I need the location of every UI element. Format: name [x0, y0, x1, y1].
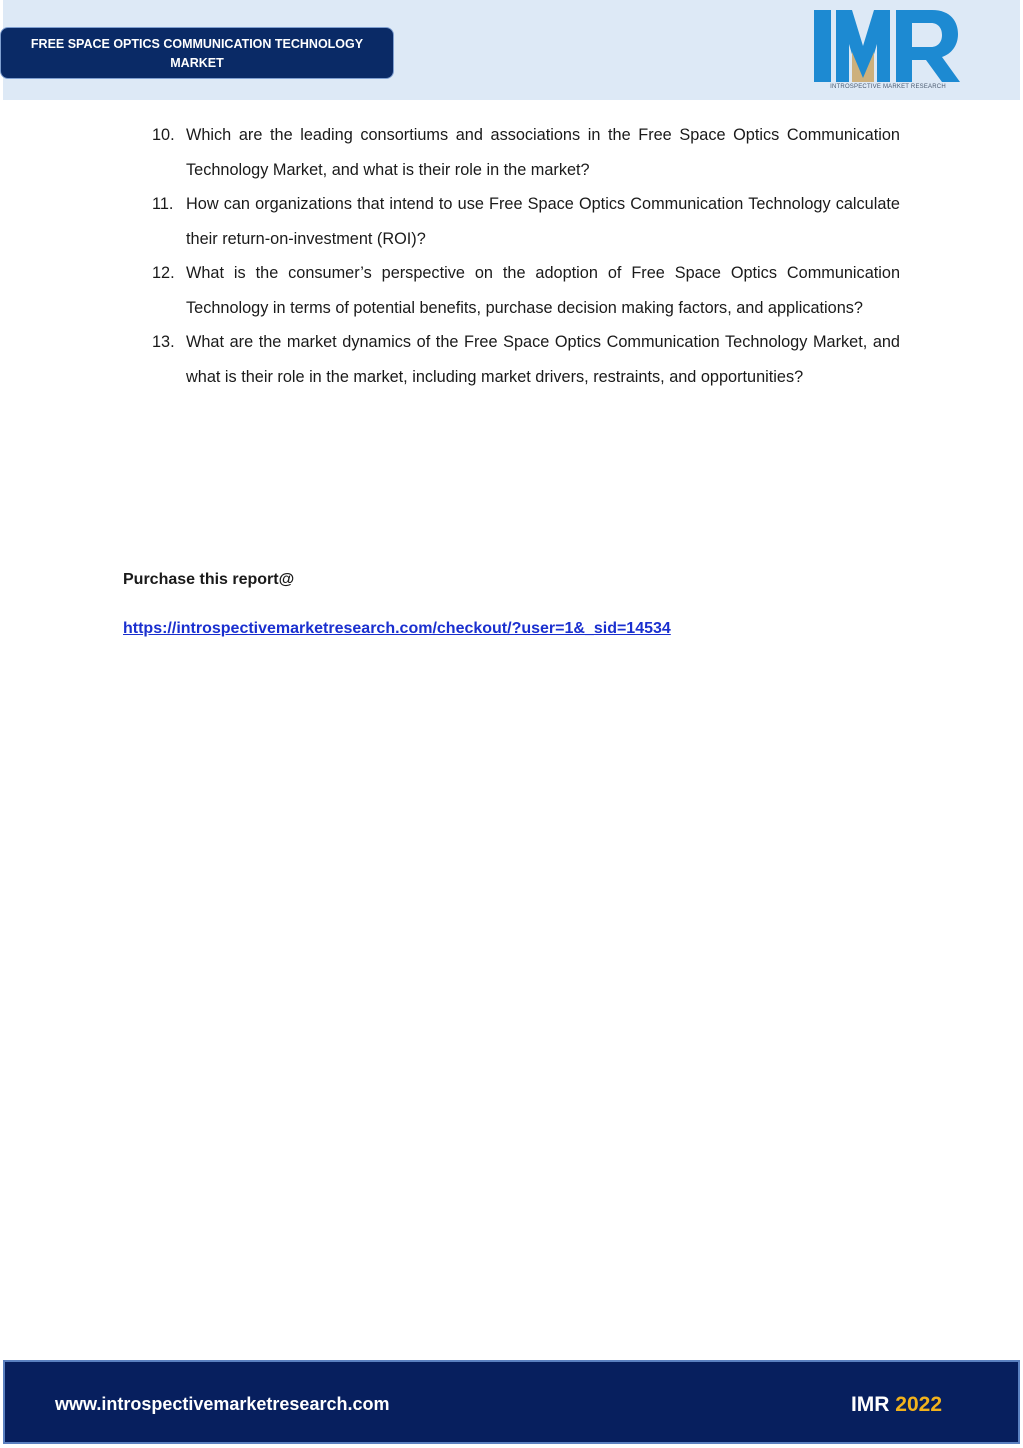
imr-logo [814, 8, 962, 96]
question-number: 11. [152, 195, 174, 213]
question-text: What are the market dynamics of the Free Space Optics Communication Technology Market, and what is their role in the market, including market drivers, restraints, and opportunities? [186, 333, 900, 386]
question-number: 13. [152, 333, 175, 351]
question-number: 10. [152, 126, 175, 144]
report-title-line1: FREE SPACE OPTICS COMMUNICATION TECHNOLOGY [30, 37, 364, 51]
logo-caption: INTROSPECTIVE MARKET RESEARCH [830, 84, 946, 90]
list-item [152, 118, 900, 187]
list-item [152, 187, 900, 256]
question-text: How can organizations that intend to use Free Space Optics Communication Technology calculate their return-on-investment (ROI)? [186, 195, 900, 248]
purchase-link[interactable]: https://introspectivemarketresearch.com/checkout/?user=1&_sid=14534 [123, 620, 671, 637]
question-text: What is the consumer’s perspective on the adoption of Free Space Optics Communication Technology in terms of potential benefits, purchase decision making factors, and applications? [186, 264, 900, 317]
footer-brand-name: IMR [850, 1393, 890, 1416]
report-title-box [0, 27, 394, 79]
question-list [152, 118, 900, 394]
footer-website-url: www.introspectivemarketresearch.com [55, 1394, 390, 1414]
question-number: 12. [152, 264, 175, 282]
footer-year: 2022 [895, 1393, 942, 1416]
question-text: Which are the leading consortiums and associations in the Free Space Optics Communication Technology Market, and what is their role in the market? [186, 126, 900, 179]
list-item [152, 256, 900, 325]
purchase-label: Purchase this report@ [123, 571, 295, 588]
footer-bar [3, 1360, 1020, 1444]
list-item [152, 325, 900, 394]
report-title-line2: MARKET [170, 56, 224, 70]
footer-brand [851, 1393, 942, 1417]
